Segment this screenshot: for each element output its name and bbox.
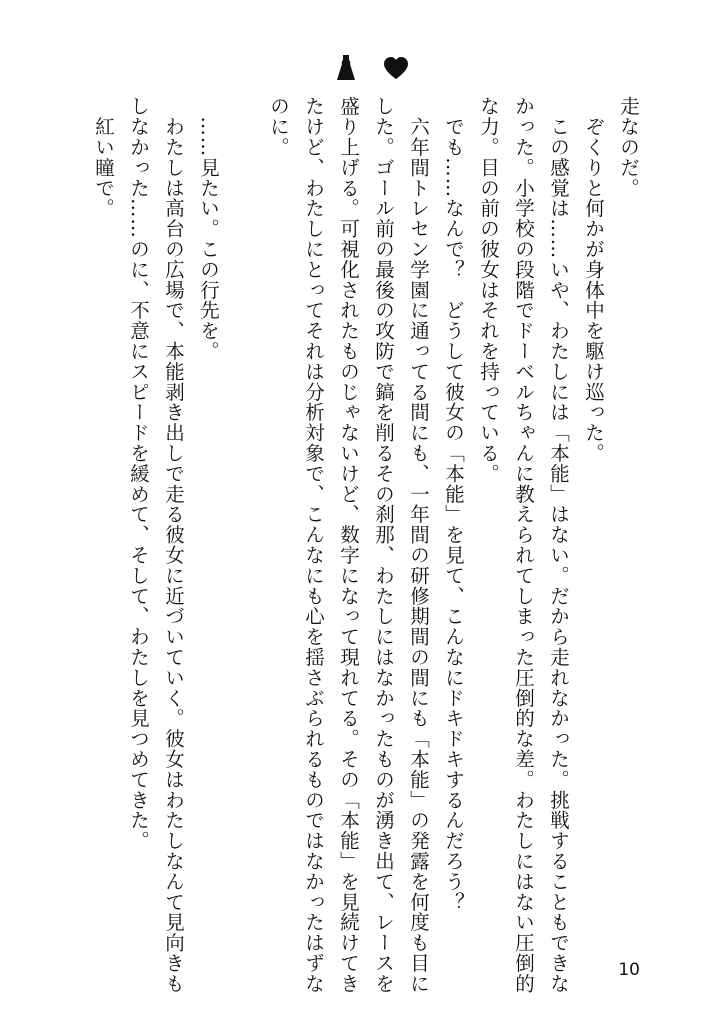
text-line: な力。目の前の彼女はそれを持っている。	[477, 96, 500, 484]
text-line: 六年間トレセン学園に通ってる間にも、一年間の研修期間の間にも「本能」の発露を何度も目に	[407, 96, 430, 994]
text-line: この感覚は……いや、わたしには「本能」はない。だから走れなかった。挑戦することもできな	[547, 96, 570, 994]
ornament-svg	[334, 52, 414, 84]
text-line: ぞくりと何かが身体中を駆け巡った。	[582, 96, 605, 464]
page-number: 10	[618, 960, 640, 980]
text-line: かった。小学校の段階でドーベルちゃんに教えられてしまった圧倒的な差。わたしにはない圧倒的	[512, 96, 535, 994]
text-line: 盛り上げる。可視化されたものじゃないけど、数字になって現れてる。その「本能」を見続けてき	[337, 96, 360, 994]
text-line: わたしは高台の広場で、本能剥き出しで走る彼女に近づいていく。彼女はわたしなんて見向きも	[162, 96, 185, 994]
text-line: した。ゴール前の最後の攻防で鎬を削るその刹那、わたしにはなかったものが湧き出て、レースを	[372, 96, 395, 994]
text-line: たけど、わたしにとってそれは分析対象で、こんなにも心を揺さぶられるものではなかったはずな	[302, 96, 325, 994]
text-line: 走なのだ。	[617, 96, 640, 198]
heart-icon	[384, 57, 408, 79]
section-ornament	[334, 52, 414, 84]
text-line: 紅い瞳で。	[92, 96, 115, 219]
blank-line	[226, 96, 261, 946]
dress-icon	[337, 55, 355, 80]
text-line: でも……なんで？ どうして彼女の「本能」を見て、こんなにドキドキするんだろう？	[442, 96, 465, 912]
text-line: ……見たい。この行先を。	[197, 96, 220, 362]
text-line: のに。	[267, 96, 290, 158]
text-line: しなかった……のに、不意にスピードを緩めて、そして、わたしを見つめてきた。	[127, 96, 150, 851]
